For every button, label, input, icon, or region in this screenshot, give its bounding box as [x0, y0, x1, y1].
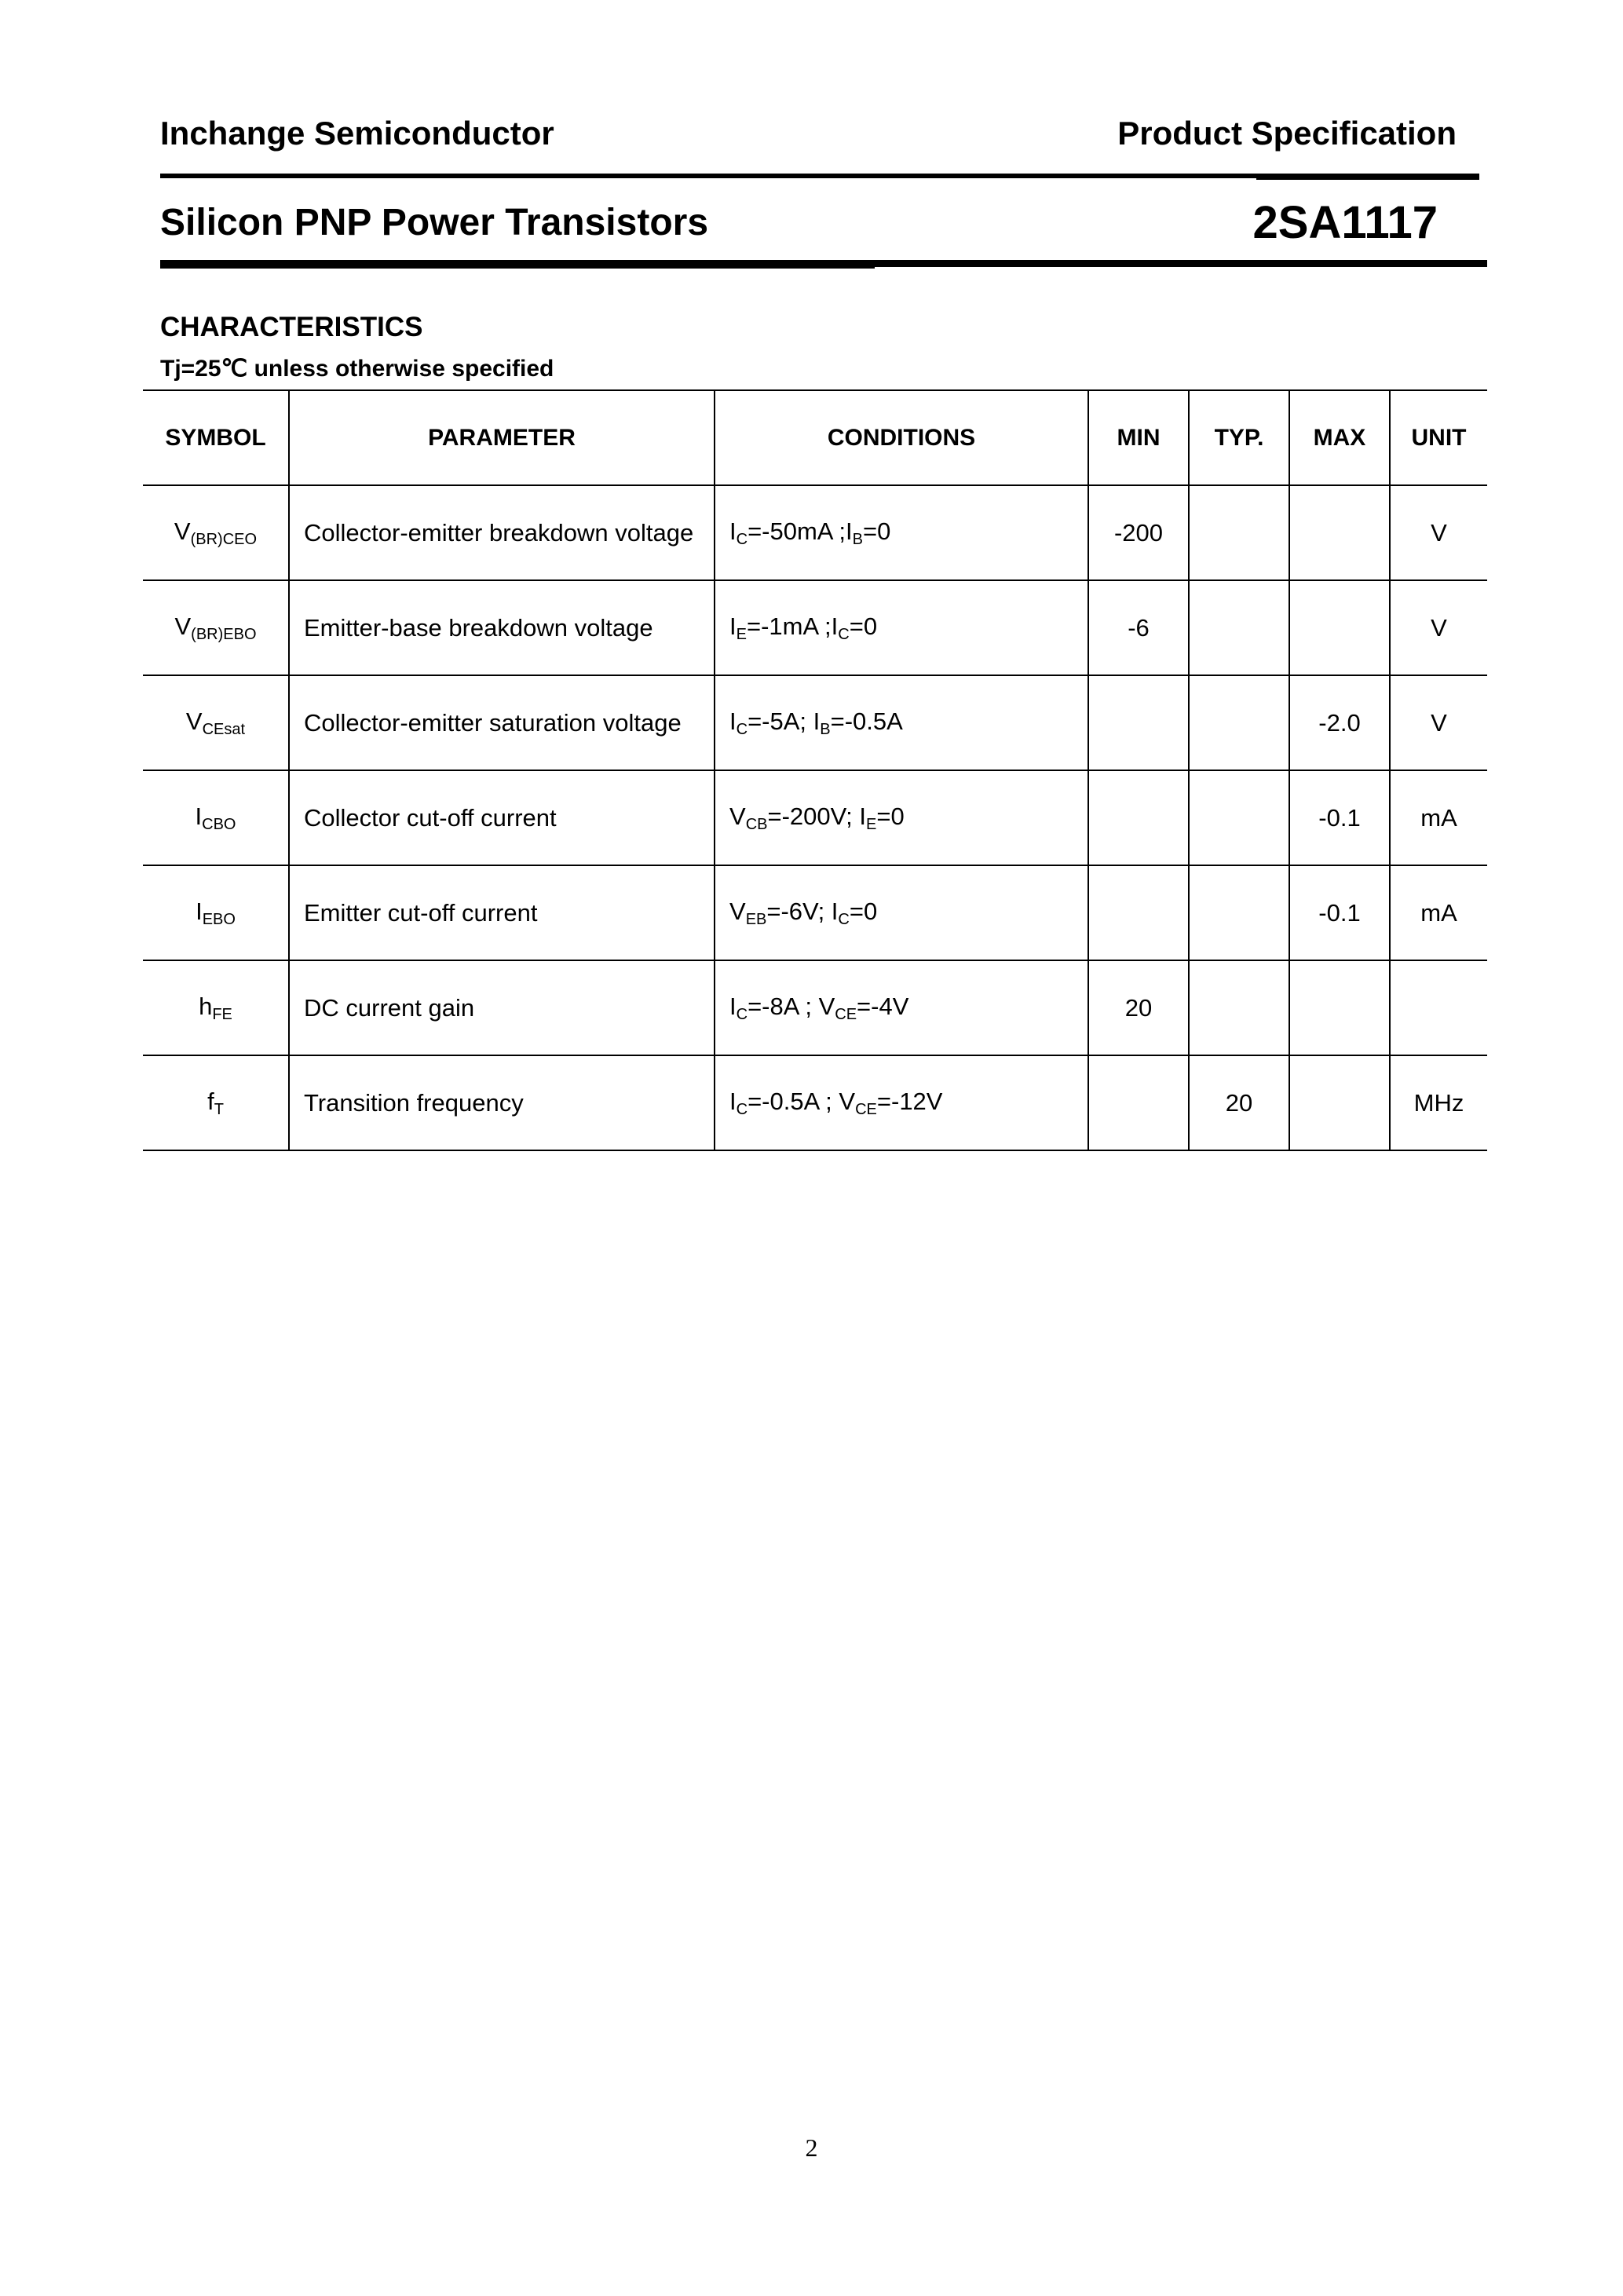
condition-symbol: V [729, 802, 746, 830]
condition-subscript: C [736, 1005, 748, 1023]
symbol-subscript: EBO [202, 910, 236, 928]
condition-symbol: I [729, 1087, 737, 1115]
cell-typ [1189, 960, 1289, 1055]
condition-subscript: CE [855, 1100, 877, 1118]
condition-value: =0 [849, 897, 878, 925]
cell-symbol [143, 865, 289, 960]
condition-subscript: EB [745, 910, 767, 928]
cell-min [1088, 1055, 1189, 1150]
condition-value: =-50mA ; [748, 517, 846, 545]
condition-symbol: I [831, 612, 839, 640]
symbol-text [199, 993, 232, 1024]
symbol-subscript: CBO [202, 815, 236, 833]
cell-max [1289, 960, 1390, 1055]
condition-subscript: C [736, 720, 748, 738]
symbol-subscript: (BR)CEO [190, 530, 258, 548]
condition-value: =-1mA ; [746, 612, 832, 640]
cell-conditions [715, 865, 1088, 960]
header-divider-shadow [1256, 177, 1479, 180]
column-header-conditions: CONDITIONS [715, 390, 1088, 485]
cell-conditions [715, 960, 1088, 1055]
part-number: 2SA1117 [1252, 197, 1438, 248]
symbol-main: h [199, 992, 213, 1020]
product-title: Silicon PNP Power Transistors [160, 202, 709, 243]
symbol-text [207, 1088, 224, 1119]
table-row [143, 865, 1487, 960]
condition-value: =-8A ; [748, 992, 819, 1020]
condition-symbol: I [729, 707, 737, 735]
characteristics-table [143, 389, 1487, 1151]
symbol-main: V [174, 517, 191, 545]
title-divider-shadow [160, 266, 875, 269]
cell-min: 20 [1088, 960, 1189, 1055]
condition-value: =0 [849, 612, 878, 640]
symbol-subscript: (BR)EBO [191, 625, 257, 643]
cell-symbol [143, 1055, 289, 1150]
condition-symbol: I [729, 612, 737, 640]
column-header-typ: TYP. [1189, 390, 1289, 485]
condition-subscript: C [736, 530, 748, 548]
condition-value: =-6V; [766, 897, 832, 925]
cell-conditions [715, 1055, 1088, 1150]
column-header-min: MIN [1088, 390, 1189, 485]
cell-typ [1189, 865, 1289, 960]
cell-typ [1189, 770, 1289, 865]
symbol-text [186, 707, 245, 739]
cell-max: -0.1 [1289, 770, 1390, 865]
cell-symbol [143, 485, 289, 580]
condition-symbol: V [839, 1087, 856, 1115]
symbol-main: V [174, 612, 192, 640]
condition-subscript: CB [745, 815, 768, 833]
column-header-max: MAX [1289, 390, 1390, 485]
cell-parameter: Transition frequency [289, 1055, 715, 1150]
section-condition: Tj=25℃ unless otherwise specified [160, 356, 554, 382]
cell-min [1088, 865, 1189, 960]
cell-parameter: DC current gain [289, 960, 715, 1055]
condition-subscript: C [838, 910, 850, 928]
table-row [143, 1055, 1487, 1150]
cell-unit: V [1390, 485, 1487, 580]
cell-parameter: Collector-emitter saturation voltage [289, 675, 715, 770]
cell-typ [1189, 485, 1289, 580]
condition-value: =-12V [876, 1087, 943, 1115]
condition-subscript: E [736, 625, 747, 643]
symbol-subscript: FE [212, 1005, 232, 1023]
cell-unit: MHz [1390, 1055, 1487, 1150]
symbol-text [196, 898, 236, 929]
condition-symbol: V [729, 897, 746, 925]
cell-min [1088, 675, 1189, 770]
section-title: CHARACTERISTICS [160, 312, 423, 342]
cell-max [1289, 580, 1390, 675]
symbol-subscript: CEsat [202, 720, 246, 738]
cell-parameter: Emitter-base breakdown voltage [289, 580, 715, 675]
cell-max: -2.0 [1289, 675, 1390, 770]
cell-typ: 20 [1189, 1055, 1289, 1150]
condition-value: =0 [862, 517, 891, 545]
condition-subscript: B [820, 720, 831, 738]
condition-symbol: V [818, 992, 835, 1020]
cell-unit: mA [1390, 770, 1487, 865]
symbol-main: V [185, 707, 203, 735]
cell-typ [1189, 580, 1289, 675]
symbol-text [174, 517, 257, 549]
page-number: 2 [805, 2133, 818, 2162]
cell-max: -0.1 [1289, 865, 1390, 960]
symbol-subscript: T [214, 1100, 224, 1118]
cell-min: -200 [1088, 485, 1189, 580]
cell-parameter: Collector-emitter breakdown voltage [289, 485, 715, 580]
table-row [143, 485, 1487, 580]
spec-type: Product Specification [1117, 115, 1457, 152]
condition-symbol: I [831, 897, 839, 925]
condition-value: =0 [876, 802, 905, 830]
cell-conditions [715, 485, 1088, 580]
condition-subscript: C [838, 625, 850, 643]
cell-parameter: Collector cut-off current [289, 770, 715, 865]
condition-value: =-4V [857, 992, 909, 1020]
condition-value: =-0.5A [830, 707, 903, 735]
condition-subscript: E [866, 815, 877, 833]
cell-max [1289, 1055, 1390, 1150]
cell-parameter: Emitter cut-off current [289, 865, 715, 960]
cell-symbol [143, 675, 289, 770]
cell-unit: V [1390, 675, 1487, 770]
table-header-row [143, 390, 1487, 485]
cell-min [1088, 770, 1189, 865]
condition-symbol: I [729, 517, 737, 545]
condition-subscript: CE [835, 1005, 857, 1023]
cell-conditions [715, 580, 1088, 675]
cell-symbol [143, 770, 289, 865]
table-row [143, 770, 1487, 865]
column-header-parameter: PARAMETER [289, 390, 715, 485]
condition-symbol: I [859, 802, 867, 830]
symbol-text [174, 612, 256, 644]
condition-symbol: I [729, 992, 737, 1020]
condition-value: =-0.5A ; [748, 1087, 839, 1115]
condition-subscript: C [736, 1100, 748, 1118]
symbol-text [196, 803, 236, 834]
cell-unit: mA [1390, 865, 1487, 960]
table-row [143, 675, 1487, 770]
cell-symbol [143, 960, 289, 1055]
table-row [143, 580, 1487, 675]
cell-conditions [715, 675, 1088, 770]
cell-min: -6 [1088, 580, 1189, 675]
cell-unit: V [1390, 580, 1487, 675]
cell-symbol [143, 580, 289, 675]
condition-symbol: I [813, 707, 821, 735]
cell-conditions [715, 770, 1088, 865]
cell-max [1289, 485, 1390, 580]
condition-symbol: I [846, 517, 853, 545]
condition-subscript: B [852, 530, 863, 548]
condition-value: =-200V; [767, 802, 860, 830]
column-header-symbol: SYMBOL [143, 390, 289, 485]
company-name: Inchange Semiconductor [160, 115, 554, 152]
symbol-main: f [207, 1087, 214, 1115]
condition-value: =-5A; [748, 707, 813, 735]
cell-unit [1390, 960, 1487, 1055]
symbol-main: I [196, 897, 203, 925]
column-header-unit: UNIT [1390, 390, 1487, 485]
cell-typ [1189, 675, 1289, 770]
symbol-main: I [195, 802, 203, 830]
table-row [143, 960, 1487, 1055]
